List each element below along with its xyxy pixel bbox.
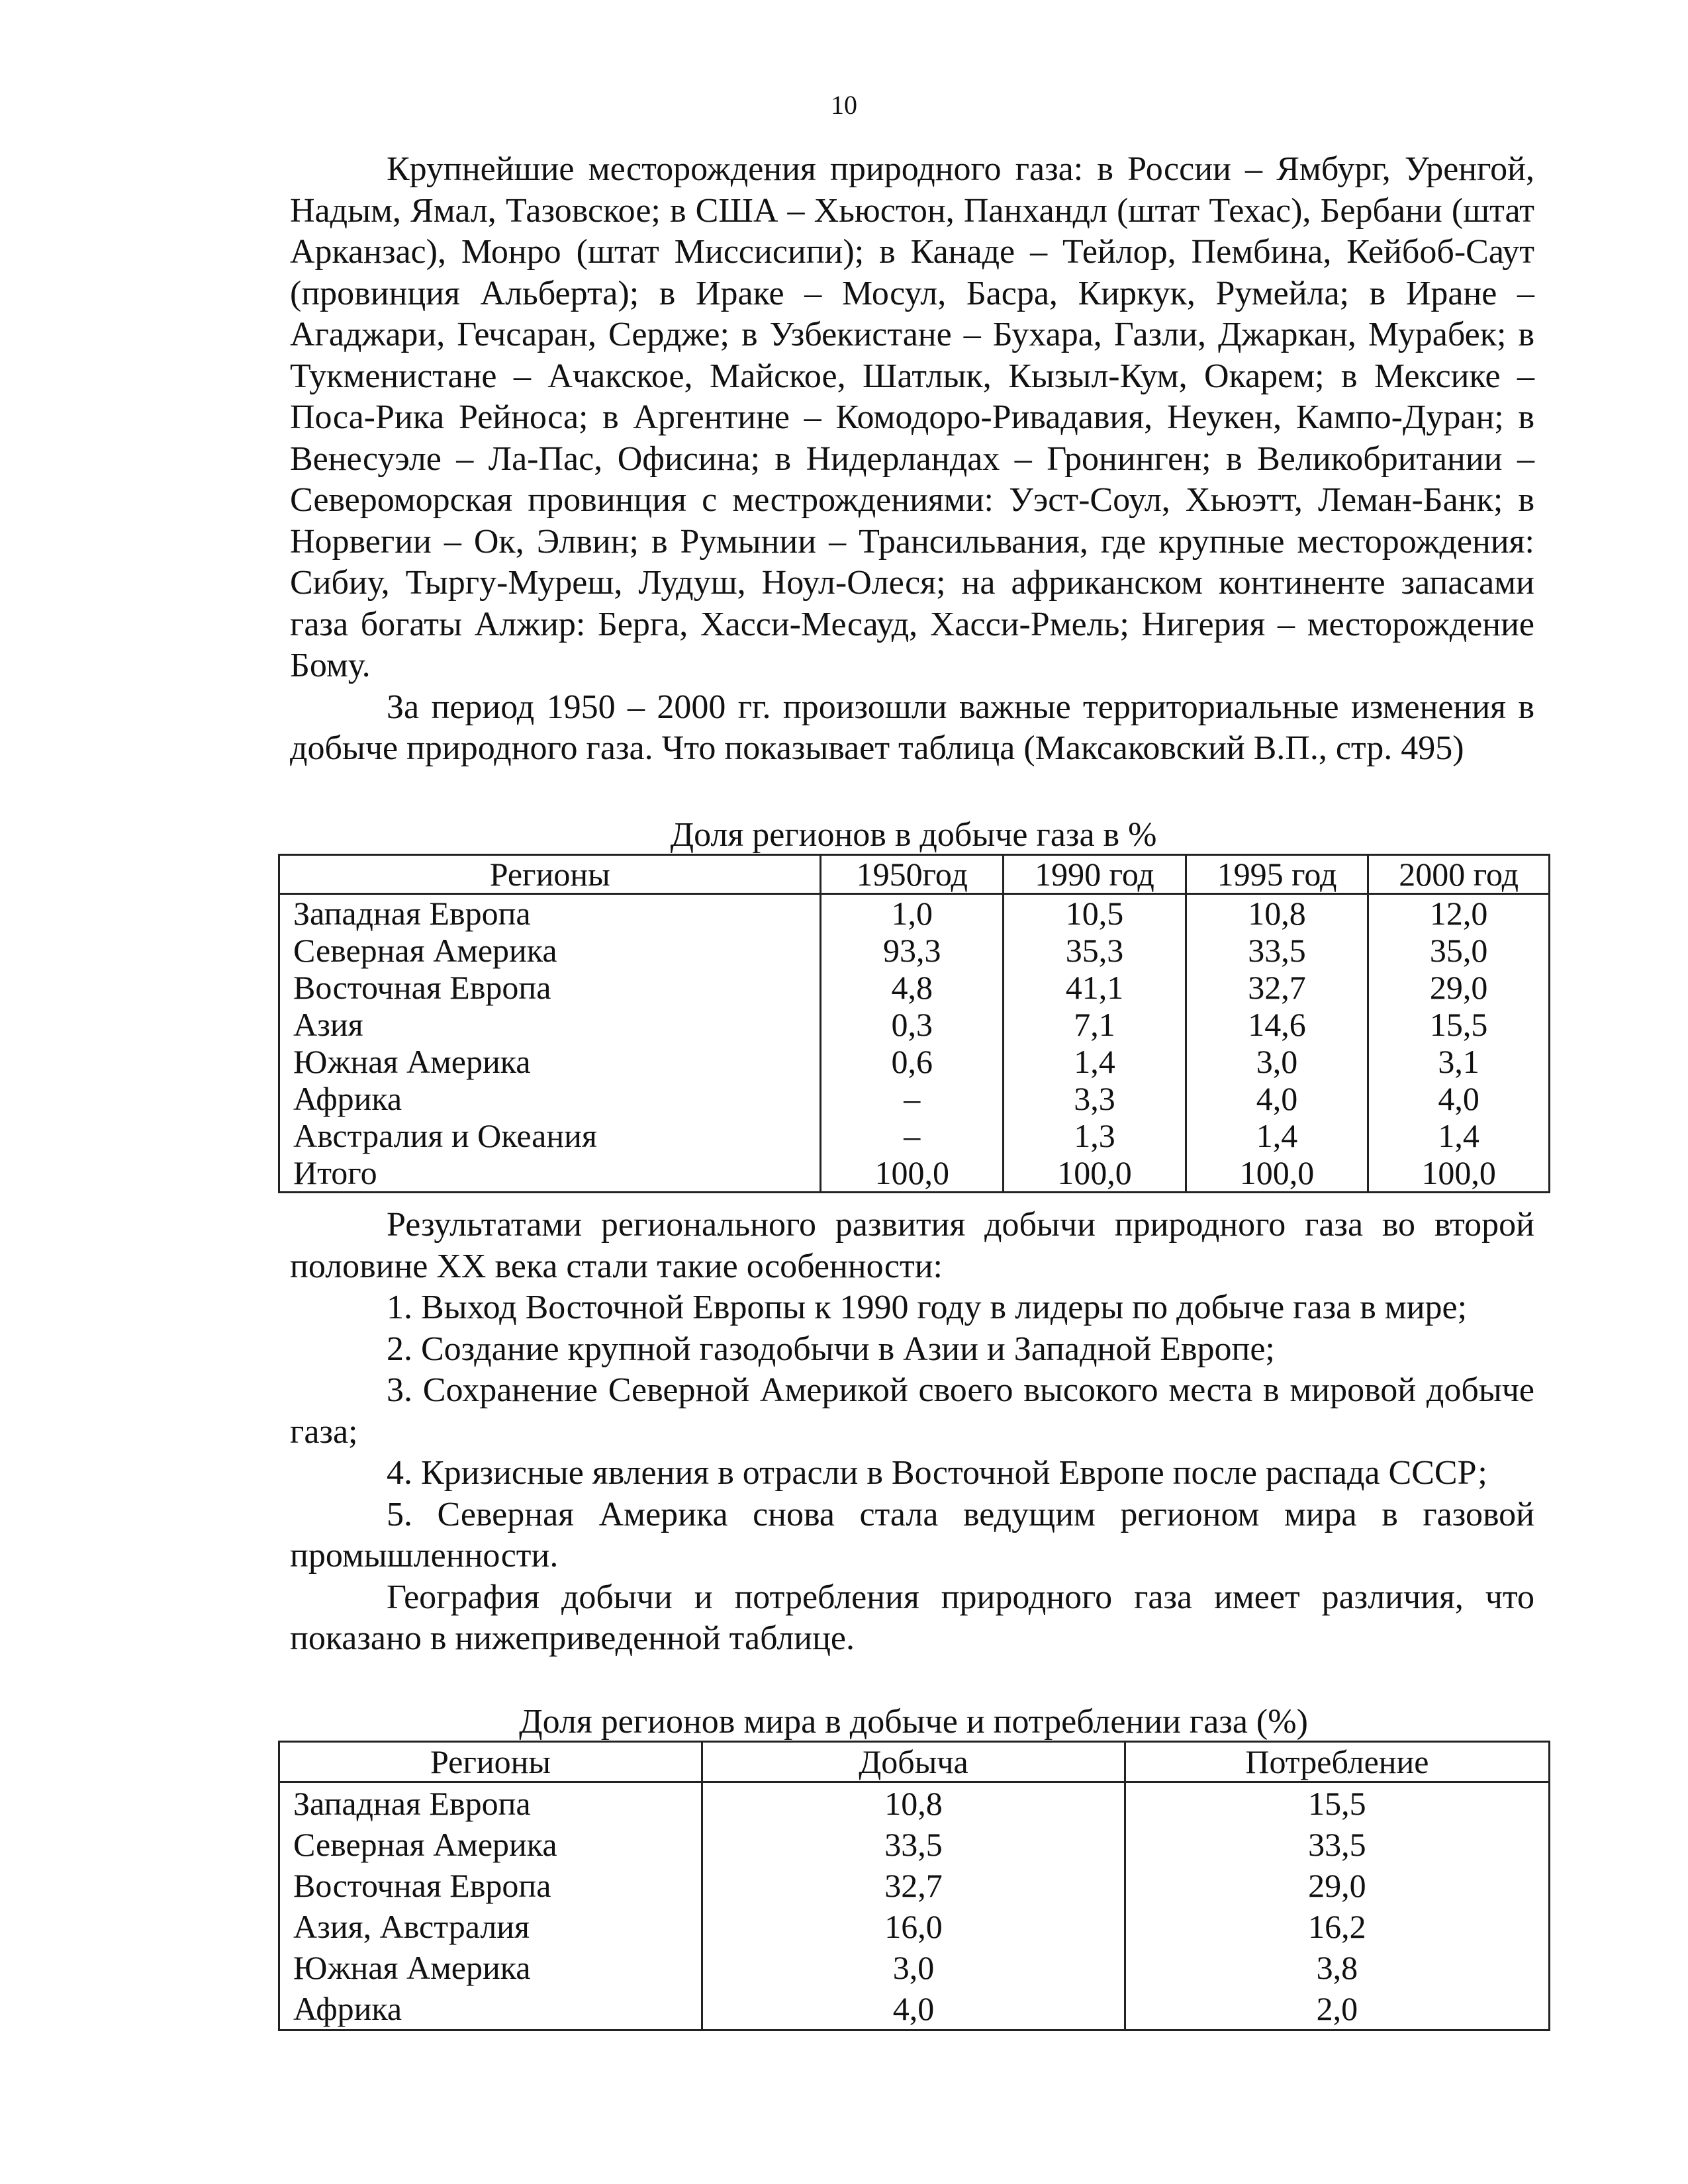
value-cell: 100,0 <box>1186 1154 1368 1193</box>
value-cell: 12,0 <box>1368 894 1550 933</box>
region-cell: Южная Америка <box>279 1947 702 1988</box>
header-regions: Регионы <box>279 1742 702 1782</box>
table-row <box>279 1988 1550 2030</box>
value-cell: 33,5 <box>1125 1824 1549 1865</box>
table-row <box>279 1117 1550 1154</box>
region-cell: Африка <box>279 1988 702 2030</box>
table-row <box>279 1906 1550 1947</box>
table-row <box>279 1782 1550 1825</box>
value-cell: 10,8 <box>702 1782 1125 1825</box>
region-cell: Восточная Европа <box>279 1865 702 1906</box>
value-cell: 0,6 <box>821 1043 1004 1080</box>
region-cell: Азия <box>279 1006 821 1043</box>
paragraph-gas-fields: Крупнейшие месторождения природного газа: в России – Ямбург, Уренгой, Надым, Ямал, Тазовское; в США – Хьюстон, Панхандл (штат Техас), Бербани (штат Арканзас), Монро (штат Миссисипи); в Канаде – Тейлор, Пембина, Кейбоб-Саут (провинция Альберта); в Ираке – Мосул, Басра, Киркук, Румейла; в Иране – Агаджари, Гечсаран, Сердже; в Узбекистане – Бухара, Газли, Джаркан, Мурабек; в Тукменистане – Ачакское, Майское, Шатлык, Кызыл-Кум, Окарем; в Мексике – Поса-Рика Рейноса; в Аргентине – Комодоро-Ривадавия, Неукен, Кампо-Дуран; в Венесуэле – Ла-Пас, Офисина; в Нидерландах – Гронинген; в Великобритании – Североморская провинция с местрождениями: Уэст-Соул, Хьюэтт, Леман-Банк; в Норвегии – Ок, Элвин; в Румынии – Трансильвания, где крупные месторождения: Сибиу, Тыргу-Муреш, Лудуш, Ноул-Олеся; на африканском континенте запасами газа богаты Алжир: Берга, Хасси-Месауд, Хасси-Рмель; Нигерия – месторождение Бому. <box>290 150 1534 684</box>
value-cell: 33,5 <box>702 1824 1125 1865</box>
header-1995: 1995 год <box>1186 855 1368 894</box>
header-2000: 2000 год <box>1368 855 1550 894</box>
value-cell: 100,0 <box>821 1154 1004 1193</box>
value-cell: 3,3 <box>1004 1080 1186 1117</box>
table-row <box>279 1043 1550 1080</box>
header-production: Добыча <box>702 1742 1125 1782</box>
table-row <box>279 1006 1550 1043</box>
value-cell: 35,3 <box>1004 932 1186 969</box>
paragraph-results-intro: Результатами регионального развития добычи природного газа во второй половине XX века стали такие особенности: <box>290 1206 1534 1285</box>
value-cell: 32,7 <box>1186 969 1368 1006</box>
table-row <box>279 1947 1550 1988</box>
list-item: 5. Северная Америка снова стала ведущим регионом мира в газовой промышленности. <box>290 1495 1534 1574</box>
table-row <box>279 1865 1550 1906</box>
value-cell: 1,4 <box>1186 1117 1368 1154</box>
header-consumption: Потребление <box>1125 1742 1549 1782</box>
value-cell: 16,0 <box>702 1906 1125 1947</box>
value-cell: 32,7 <box>702 1865 1125 1906</box>
region-cell: Восточная Европа <box>279 969 821 1006</box>
value-cell: 4,0 <box>702 1988 1125 2030</box>
value-cell: 1,4 <box>1004 1043 1186 1080</box>
list-item: 1. Выход Восточной Европы к 1990 году в лидеры по добыче газа в мире; <box>387 1289 1468 1326</box>
value-cell: 93,3 <box>821 932 1004 969</box>
region-cell: Южная Америка <box>279 1043 821 1080</box>
value-cell: 41,1 <box>1004 969 1186 1006</box>
value-cell: 1,4 <box>1368 1117 1550 1154</box>
value-cell: 10,8 <box>1186 894 1368 933</box>
header-1950: 1950год <box>821 855 1004 894</box>
production-consumption-table <box>278 1741 1550 2031</box>
paragraph-period-changes: За период 1950 – 2000 гг. произошли важные территориальные изменения в добыче природного газа. Что показывает таблица (Максаковский В.П., стр. 495) <box>290 688 1534 767</box>
value-cell: 0,3 <box>821 1006 1004 1043</box>
header-1990: 1990 год <box>1004 855 1186 894</box>
value-cell: 1,0 <box>821 894 1004 933</box>
value-cell: 4,8 <box>821 969 1004 1006</box>
top-text-block <box>290 149 1534 770</box>
value-cell: 4,0 <box>1186 1080 1368 1117</box>
table-row <box>279 932 1550 969</box>
table2-caption: Доля регионов мира в добыче и потреблении газа (%) <box>519 1703 1308 1741</box>
list-item: 4. Кризисные явления в отрасли в Восточной Европе после распада СССР; <box>387 1454 1487 1492</box>
value-cell: 16,2 <box>1125 1906 1549 1947</box>
table-header-row <box>279 855 1550 894</box>
value-cell: 4,0 <box>1368 1080 1550 1117</box>
value-cell: 10,5 <box>1004 894 1186 933</box>
value-cell: 7,1 <box>1004 1006 1186 1043</box>
value-cell: 3,8 <box>1125 1947 1549 1988</box>
region-cell: Северная Америка <box>279 1824 702 1865</box>
value-cell: 15,5 <box>1368 1006 1550 1043</box>
table1-caption: Доля регионов в добыче газа в % <box>670 816 1157 854</box>
table-row <box>279 1080 1550 1117</box>
table-row <box>279 894 1550 933</box>
region-cell: Африка <box>279 1080 821 1117</box>
value-cell: 35,0 <box>1368 932 1550 969</box>
value-cell: – <box>821 1117 1004 1154</box>
value-cell: 100,0 <box>1368 1154 1550 1193</box>
paragraph-geography: География добычи и потребления природного газа имеет различия, что показано в нижеприведенной таблице. <box>290 1578 1534 1657</box>
table-row <box>279 1154 1550 1193</box>
region-cell: Западная Европа <box>279 894 821 933</box>
value-cell: 15,5 <box>1125 1782 1549 1825</box>
value-cell: 3,0 <box>1186 1043 1368 1080</box>
table-row <box>279 1824 1550 1865</box>
value-cell: 100,0 <box>1004 1154 1186 1193</box>
list-item: 2. Создание крупной газодобычи в Азии и Западной Европе; <box>387 1330 1275 1368</box>
gas-share-table <box>278 854 1550 1193</box>
value-cell: 2,0 <box>1125 1988 1549 2030</box>
region-cell: Азия, Австралия <box>279 1906 702 1947</box>
middle-text-block <box>290 1205 1534 1660</box>
value-cell: 3,1 <box>1368 1043 1550 1080</box>
value-cell: 1,3 <box>1004 1117 1186 1154</box>
value-cell: 29,0 <box>1125 1865 1549 1906</box>
page-number: 10 <box>831 90 857 120</box>
value-cell: 33,5 <box>1186 932 1368 969</box>
table-row <box>279 969 1550 1006</box>
value-cell: – <box>821 1080 1004 1117</box>
region-cell: Австралия и Океания <box>279 1117 821 1154</box>
value-cell: 3,0 <box>702 1947 1125 1988</box>
value-cell: 29,0 <box>1368 969 1550 1006</box>
table-header-row <box>279 1742 1550 1782</box>
value-cell: 14,6 <box>1186 1006 1368 1043</box>
list-item: 3. Сохранение Северной Америкой своего высокого места в мировой добыче газа; <box>290 1371 1534 1451</box>
region-cell: Северная Америка <box>279 932 821 969</box>
region-cell: Итого <box>279 1154 821 1193</box>
region-cell: Западная Европа <box>279 1782 702 1825</box>
header-regions: Регионы <box>279 855 821 894</box>
